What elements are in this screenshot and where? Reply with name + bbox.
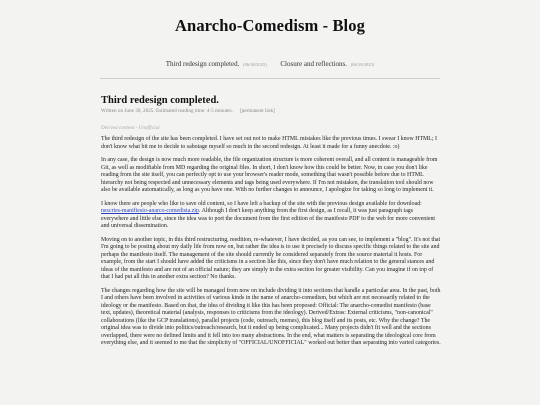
paragraph: Moving on to another topic, in this third restructuring, reedition, re-whatever, I have decided, as you can see, to implement a "blog". It's not that I'm going to be posting about my daily life from now on, but rather the idea is to use it precisely to discuss specific things related to the site and perhaps the manifesto itself. The management of the site should currently be considered separately from the source material it hosts. For example, from the start I should have added the criticisms in a section like this, since they don't have much relation to the general stances and ideas of the manifesto and are not of an official nature; they are simply in the extra section for greater visibility. Can you imagine if on top of that I had put all this in another extra section? No thanks. [101,236,441,280]
paragraph-text: . Although I don't keep anything from the first design, as I recall, it was just paragraph tags everywhere and little else, since the idea was to port the document from the first edition of the manifesto PDF to the web for more convenient and universal dissemination. [101,208,436,229]
paragraph-text: I know there are people who like to save old content, so I have left a backup of the site with the previous design available for download: [101,200,422,207]
site-title: Anarcho-Comedism - Blog [175,16,365,35]
paragraph [101,201,441,231]
post-link-third-redesign[interactable] [166,60,267,68]
post-title: Third redesign completed. [101,95,219,106]
post-body [101,136,441,354]
post-link-closure-reflections[interactable] [280,60,374,68]
post-meta [101,108,275,114]
divider [100,78,440,79]
paragraph: In any case, the design is now much more readable, the file organization structure is more coherent overall, and all content is manageable from Git, as well as modifiable from MD regarding the original files. In short, I don't know how this could be better. Now, in case you don't like reading from the site itself, you can perfectly opt to use your browser's reader mode, something that wasn't possible before due to HTML hierarchy not being respected and unnecessary elements and tags being used everywhere. If I'm not mistaken, the translation tool should now also be available automatically, as long as you have one. With no further changes to announce, I apologize for taking so long to implement it. [101,157,438,193]
post-date-reading-time: Written on June 30, 2025. Estimated reading time: 4-5 minutes. [101,108,233,114]
content-category-label: Derived content - Unofficial [101,125,160,131]
post-link-title[interactable]: Closure and reflections. [280,60,348,68]
permanent-link[interactable]: [permanent link] [240,108,275,114]
post-list-nav [0,60,540,68]
paragraph: The changes regarding how the site will be managed from now on include dividing it into sections that handle a particular area. In the past, both I and others have been involved in activities of various kinds in the name of anarcho-comedism, but which are not necessarily related to the ideology or the manifesto. Based on that, the idea of dividing it like this has been proposed: Official: The anarcho-comedist manifesto (base text, updates), theoretical material (analysis, responses to criticisms from the ideology). Derived/Extras: External criticisms, "non-canonical" collaborations (like the GCP translations), parallel projects (code, outreach, memes), this blog itself and its posts, etc. Why the change? The original idea was to divide into politics/outreach/research, but it ended up being complicated... Many projects didn't fit well and the sections overlapped, there were no defined limits and it fell into too many abstractions. In the end, what matters is separating the ideological core from everything else, and it seemed to me that the simplicity of "OFFICIAL/UNOFFICIAL" worked out better than separating into varied categories. [101,287,441,346]
backup-download-link[interactable]: nescries-manifiesto-anarco-comedista.zip [101,208,199,214]
post-link-date: (06/19/2025) [350,62,375,67]
paragraph: The third redesign of the site has been completed. I have set out not to make HTML mistakes like the previous times. I swear I know HTML; I don't know what bit me to decide to sabotage myself so much in the second redesign. At least it made for a funny anecdote. :o) [101,136,437,150]
post-link-date: (06/30/2025) [243,62,267,67]
post-link-title[interactable]: Third redesign completed. [165,60,240,68]
